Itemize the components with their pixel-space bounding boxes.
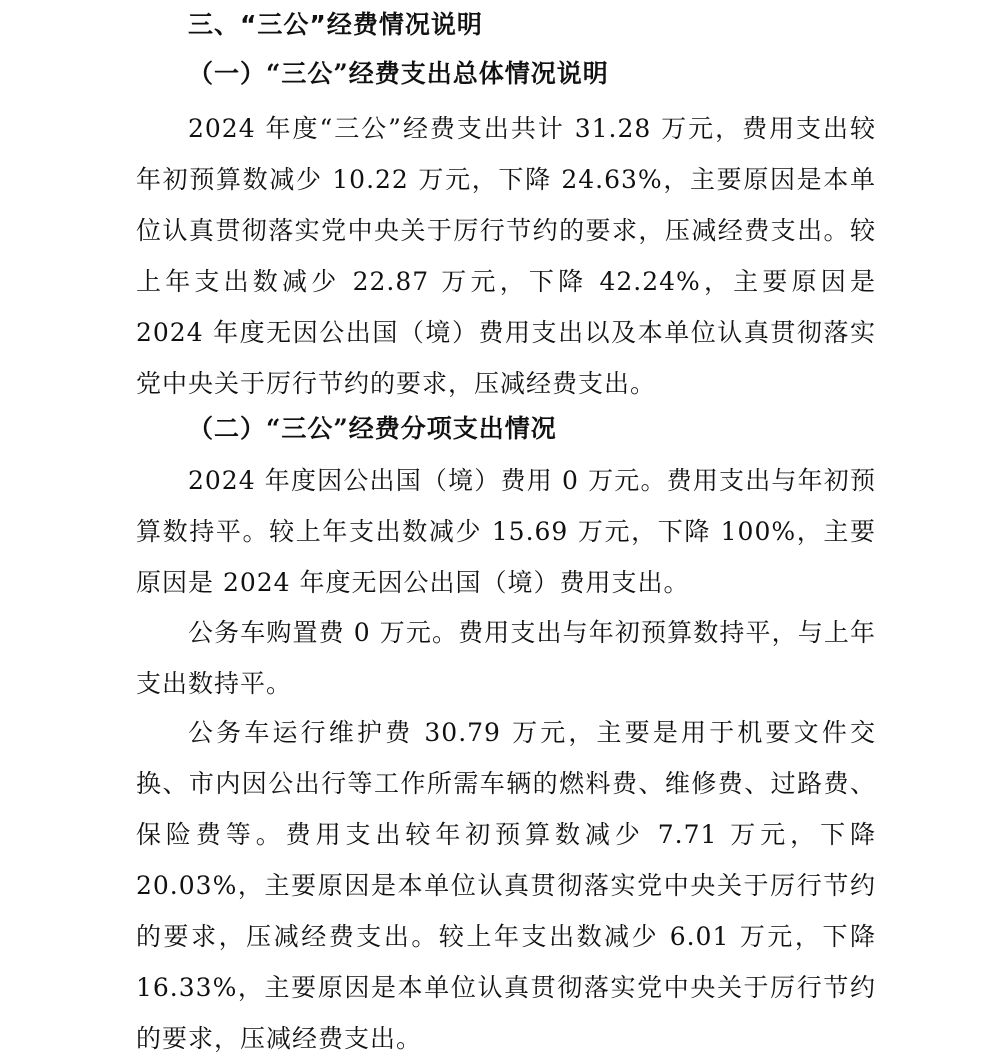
subsection-heading-overall: （一）“三公”经费支出总体情况说明 [188,59,609,88]
paragraph-overall-expenditure: 2024 年度“三公”经费支出共计 31.28 万元，费用支出较年初预算数减少 10.22 万元，下降 24.63%，主要原因是本单位认真贯彻落实党中央关于厉行节约的要求，压减经费支出。较上年支出数减少 22.87 万元，下降 42.24%，主要原因是 2024 年度无因公出国（境）费用支出以及本单位认真贯彻落实党中央关于厉行节约的要求，压减经费支出。 [136,114,876,398]
paragraph-vehicle-operation: 公务车运行维护费 30.79 万元，主要是用于机要文件交换、市内因公出行等工作所需车辆的燃料费、维修费、过路费、保险费等。费用支出较年初预算数减少 7.71 万元，下降 20.03%，主要原因是本单位认真贯彻落实党中央关于厉行节约的要求，压减经费支出。较上年支出数减少 6.01 万元，下降 16.33%，主要原因是本单位认真贯彻落实党中央关于厉行节约的要求，压减经费支出。 [136,718,876,1053]
paragraph-overseas-travel: 2024 年度因公出国（境）费用 0 万元。费用支出与年初预算数持平。较上年支出数减少 15.69 万元，下降 100%，主要原因是 2024 年度无因公出国（境）费用支出。 [136,466,876,597]
section-title: 三、“三公”经费情况说明 [188,10,483,39]
paragraph-vehicle-purchase: 公务车购置费 0 万元。费用支出与年初预算数持平，与上年支出数持平。 [136,618,876,698]
subsection-heading-itemized: （二）“三公”经费分项支出情况 [188,414,557,443]
